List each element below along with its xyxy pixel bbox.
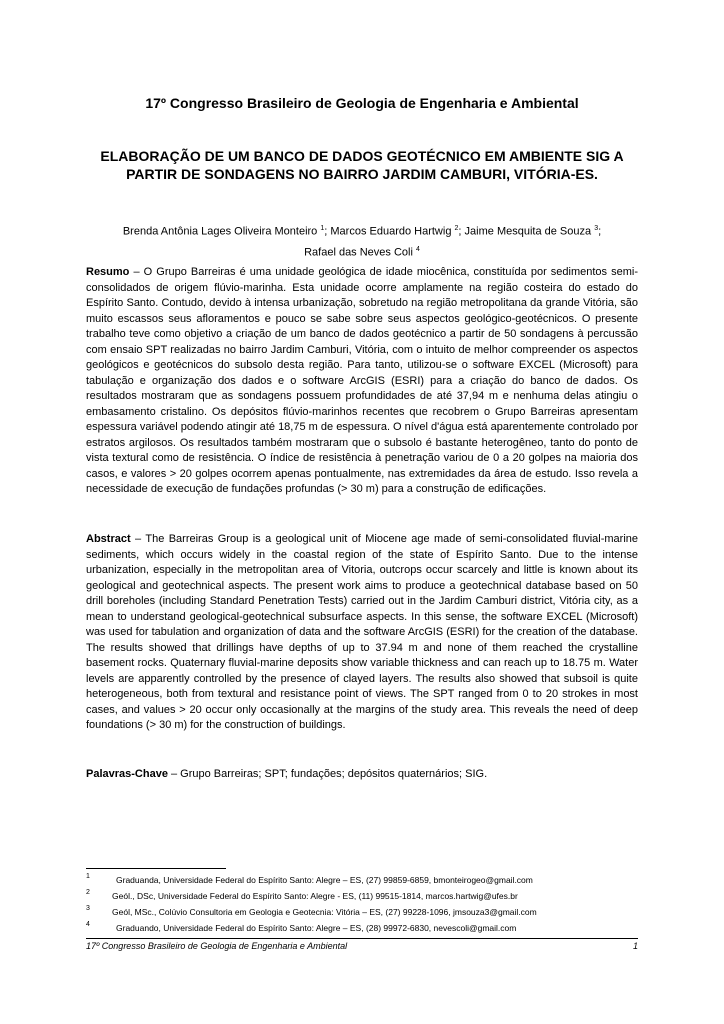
conference-title: 17º Congresso Brasileiro de Geologia de Engenharia e Ambiental <box>145 95 579 111</box>
resumo-paragraph <box>86 265 638 498</box>
abstract-label: Abstract <box>86 533 131 545</box>
keywords-paragraph <box>86 767 638 783</box>
footnote-text: Graduando, Universidade Federal do Espírito Santo: Alegre – ES, (28) 99972-6830, nevescoli@gmail.com <box>116 923 517 933</box>
footnote-number: 2 <box>86 889 90 896</box>
author-affiliation-marker: 4 <box>416 245 420 253</box>
author-affiliation-marker: 1 <box>320 225 325 232</box>
keywords-label: Palavras-Chave <box>86 768 168 780</box>
author-name: Rafael das Neves Coli <box>304 246 413 259</box>
footnote-divider <box>86 868 226 869</box>
footnote-number: 1 <box>86 873 90 880</box>
footnote-text: Geól, MSc., Colúvio Consultoria em Geologia e Geotecnia: Vitória – ES, (27) 99228-1096, jmsouza3@gmail.com <box>112 907 537 917</box>
footnote-text: Geól., DSc, Universidade Federal do Espírito Santo: Alegre - ES, (11) 99515-1814, marcos.hartwig@ufes.br <box>112 891 518 901</box>
resumo-label: Resumo <box>86 266 130 278</box>
abstract-paragraph <box>86 532 638 734</box>
footnote-number: 3 <box>86 905 90 912</box>
author-name: Jaime Mesquita de Souza <box>464 225 592 238</box>
footer-conference-name: 17º Congresso Brasileiro de Geologia de Engenharia e Ambiental <box>86 941 348 951</box>
page-number: 1 <box>632 941 638 951</box>
paper-title: ELABORAÇÃO DE UM BANCO DE DADOS GEOTÉCNICO EM AMBIENTE SIG A PARTIR DE SONDAGENS NO BAIRRO JARDIM CAMBURI, VITÓRIA-ES. <box>100 148 624 182</box>
footnote-text: Graduanda, Universidade Federal do Espírito Santo: Alegre – ES, (27) 99859-6859, bmonteirogeo@gmail.com <box>116 875 533 885</box>
author-affiliation-marker: 3 <box>594 225 599 232</box>
keywords-text: – Grupo Barreiras; SPT; fundações; depósitos quaternários; SIG. <box>167 768 488 780</box>
author-name: Brenda Antônia Lages Oliveira Monteiro <box>122 225 318 238</box>
footnote-number: 4 <box>86 921 90 928</box>
author-list: Brenda Antônia Lages Oliveira Monteiro $^1$; Marcos Eduardo Hartwig $^2$; Jaime Mesquita de Souza $^3$; Rafael das Neves Coli $^4$ <box>122 225 602 259</box>
author-affiliation-marker: 2 <box>454 225 459 232</box>
abstract-text: – The Barreiras Group is a geological unit of Miocene age made of semi-consolidated fluvial-marine sediments, which occurs widely in the coastal region of the state of Espírito Santo. Due to the intense urbanization, especially in the metropolitan area of Vitoria, outcrops occur scarcely and little is known about its geological and geotechnical aspects. The present work aims to produce a geotechnical database based on 50 drill boreholes (including Standard Penetration Tests) carried out in the Jardim Camburi district, Vitória city, as a mean to understand geological-geotechnical subsurface aspects. In this sense, the software EXCEL (Microsoft) was used for tabulation and organization of data and the software ArcGIS (ESRI) for the creation of the database. The results showed that drillings have depths of up to 37.94 m and none of them reached the crystalline basement rocks. Quaternary fluvial-marine deposits show variable thickness and can reach up to 18.75 m. Water levels are apparently controlled by the presence of clayed layers. The results also showed that subsoil is quite heterogeneous, both from textural and resistance point of views. The SPT ranged from 0 to 20 strokes in most cases, and values > 20 occur only occasionally at the margins of the study area. This reveals the need of deep foundations (> 30 m) for the construction of buildings. <box>86 533 638 731</box>
author-name: Marcos Eduardo Hartwig <box>330 225 452 238</box>
footer-divider <box>86 938 638 939</box>
resumo-text: – O Grupo Barreiras é uma unidade geológica de idade miocênica, constituída por sedimentos semi-consolidados de origem flúvio-marinha. Esta unidade ocorre amplamente na região costeira do estado do Espírito Santo. Contudo, devido à intensa urbanização, sobretudo na região metropolitana da grande Vitória, são muito escassos seus afloramentos e pouco se sabe sobre seus aspectos geológico-geotécnicos. O presente trabalho teve como objetivo a criação de um banco de dados geotécnico a partir de 50 sondagens à percussão com ensaio SPT realizadas no bairro Jardim Camburi, Vitória, com o intuito de melhor compreender os aspectos geológicos e geotécnicos do subsolo desta região. Para tanto, utilizou-se o software EXCEL (Microsoft) para tabulação e organização dos dados e o software ArcGIS (ESRI) para a criação do banco de dados. Os resultados mostraram que as sondagens possuem profundidades de até 37,94 m e nenhuma delas atingiu o embasamento cristalino. Os depósitos flúvio-marinhos recentes que recobrem o Grupo Barreiras apresentam espessura variável podendo atingir até 18,75 m de espessura. O nível d'água está aparentemente controlado por estratos argilosos. Os resultados também mostraram que o subsolo é bastante heterogêneo, tanto do ponto de vista textural como de resistência. O índice de resistência à penetração variou de 0 a 20 golpes na maioria dos casos, e valores > 20 golpes ocorrem apenas pontualmente, nas extremidades da área de estudo. Isso revela a necessidade de execução de fundações profundas (> 30 m) para a construção de edificações. <box>86 266 638 495</box>
